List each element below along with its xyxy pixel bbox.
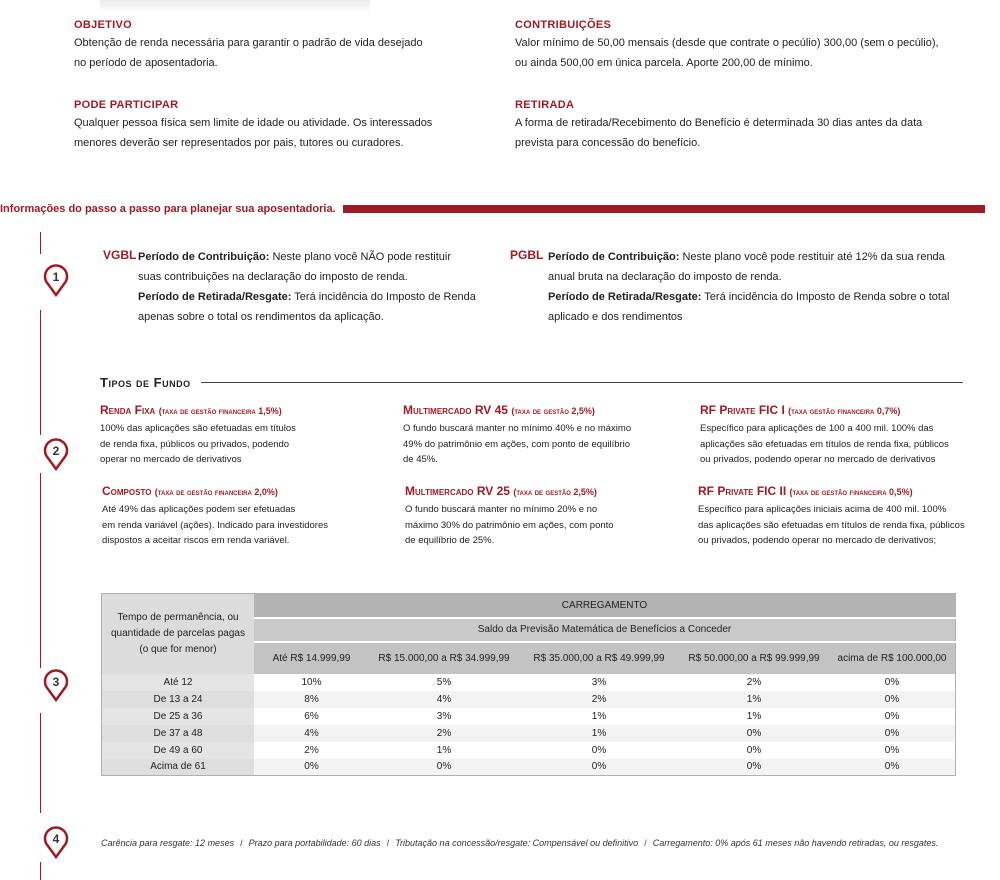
fund-line: máximo 30% do patrimônio em ações, com ponto [405,519,614,531]
column-header: Até R$ 14.999,99 [254,642,369,674]
fund-line: aplicações são efetuadas em títulos de renda fixa, públicos [700,438,949,450]
vgbl-text [138,247,483,327]
pgbl-contrib-label: Período de Contribuição: [548,251,680,263]
row-label: De 49 a 60 [102,742,255,759]
column-header: R$ 15.000,00 a R$ 34.999,99 [369,642,519,674]
table-cell: 1% [746,710,762,722]
timeline-line [40,232,41,254]
objetivo-title: OBJETIVO [74,19,133,31]
vgbl-label: VGBL [103,248,137,262]
footer-separator: / [240,838,243,848]
fund-line: O fundo buscará manter no mínimo 20% e no [405,504,598,515]
fund-line: O fundo buscará manter no mínimo 40% e no máximo [403,423,632,434]
table-row [102,708,956,725]
table-cell: 1% [436,744,452,756]
step-3-marker [42,668,70,702]
row-label: De 37 a 48 [102,725,255,742]
fund-name: Composto [102,484,152,498]
fund-line: ou privados, podendo operar no mercado de derivativos [700,454,936,465]
table-cell: 0% [369,759,519,776]
step-number: 3 [52,675,60,689]
timeline-line [40,713,41,813]
table-row [102,759,956,776]
footer-item: Prazo para portabilidade: 60 dias [248,838,381,848]
step-1-marker [42,263,70,297]
tipos-title: Tipos de Fundo [100,375,191,390]
top-fade-decoration [100,0,370,12]
fund-line: das aplicações são efetuadas em títulos de renda fixa, públicos [698,519,965,531]
footer-separator: / [386,838,390,848]
retirada-title: RETIRADA [515,99,575,111]
banner-bar [343,205,985,213]
objetivo-block [74,19,474,73]
vgbl-retirada-text: Terá incidência do Imposto de Renda [291,291,476,303]
table-cell: 0% [884,676,900,688]
column-header: R$ 35.000,00 a R$ 49.999,99 [519,642,679,674]
map-pin-icon [42,437,70,471]
table-left-header [102,594,255,674]
table-cell: 0% [884,744,900,756]
objetivo-text [74,33,474,73]
vgbl-retirada-text-2: apenas sobre o total os rendimentos da aplicação. [138,311,384,323]
objetivo-line: no período de aposentadoria. [74,57,218,69]
tipos-rule [201,382,963,383]
fund-line: de equilíbrio de 25%. [405,535,495,546]
fund-description [405,502,695,549]
step-number: 4 [52,832,60,846]
contribuicoes-line: Valor mínimo de 50,00 mensais (desde que contrate o pecúlio) 300,00 (sem o pecúlio), [515,37,939,49]
retirada-line: A forma de retirada/Recebimento do Benefício é determinada 30 dias antes da data [515,117,923,129]
table-cell: 2% [746,676,762,688]
retirada-line: prevista para concessão do benefício. [515,137,701,149]
table-cell: 4% [254,725,369,742]
pode-participar-block [74,99,474,153]
footer-notes [101,838,938,848]
carregamento-header: CARREGAMENTO [254,594,956,618]
table-row [102,674,956,691]
fund-line: de 45%. [403,454,438,465]
table-left-header-line: Tempo de permanência, ou [117,611,239,623]
table-cell: 0% [884,710,900,722]
retirada-block [515,99,985,153]
fund-line: Específico para aplicações de 100 a 400 mil. 100% das [700,423,934,434]
table-cell: 0% [591,744,607,756]
table-cell: 4% [369,691,519,708]
fund-fee: (taxa de gestão financeira 1,5%) [158,406,282,416]
fund-fee: (taxa de gestão 2,5%) [511,406,595,416]
fund-fee: (taxa de gestão financeira 2,0%) [154,487,278,497]
pgbl-label: PGBL [510,248,544,262]
map-pin-icon [42,825,70,859]
step-number: 2 [52,444,60,458]
fund-name: Multimercado RV 45 [403,403,508,417]
timeline-line [40,473,41,668]
pode-participar-line: menores deverão ser representados por pais, tutores ou curadores. [74,137,404,149]
pgbl-retirada-text-2: aplicado e dos rendimentos [548,311,683,323]
column-header: R$ 50.000,00 a R$ 99.999,99 [679,642,829,674]
timeline-line [40,862,41,880]
footer-item: Carregamento: 0% após 61 meses não havendo retiradas, ou resgates. [652,838,939,848]
fund-description [698,502,996,549]
table-cell: 2% [369,725,519,742]
fund-description [100,421,390,468]
fund-name: RF Private FIC I [700,403,785,417]
vgbl-retirada-label: Período de Retirada/Resgate: [138,291,292,303]
fund-composto [102,484,392,549]
pode-participar-title: PODE PARTICIPAR [74,99,179,111]
table-cell: 3% [436,710,452,722]
pode-participar-line: Qualquer pessoa física sem limite de idade ou atividade. Os interessados [74,117,433,129]
table-row [102,725,956,742]
map-pin-icon [42,668,70,702]
table-row [102,691,956,708]
pgbl-contrib-text: Neste plano você pode restituir até 12% da sua renda [679,251,945,263]
saldo-header: Saldo da Previsão Matemática de Benefícios a Conceder [254,618,956,642]
vgbl-contrib-text-2: suas contribuições na declaração do imposto de renda. [138,271,408,283]
tipos-heading [100,375,963,390]
map-pin-icon [42,263,70,297]
footer-item: Carência para resgate: 12 meses [101,838,235,848]
pgbl-retirada-text: Terá incidência do Imposto de Renda sobre o total [701,291,950,303]
fund-line: Específico para aplicações iniciais acima de 400 mil. 100% [698,504,947,515]
table-left-header-line: quantidade de parcelas pagas [111,627,245,639]
vgbl-contrib-text: Neste plano você NÃO pode restituir [269,251,451,263]
fund-line: operar no mercado de derivativos [100,454,242,465]
timeline-line [40,310,41,435]
fund-fee: (taxa de gestão 2,5%) [513,487,597,497]
fund-description [102,502,392,549]
contribuicoes-text [515,33,985,73]
fund-description [700,421,995,468]
pode-participar-text [74,113,474,153]
fund-multimercado-rv25 [405,484,695,549]
fund-line: de renda fixa, públicos ou privados, podendo [100,438,290,450]
fund-line: ou privados, podendo operar no mercado de derivativos; [698,535,937,546]
carregamento-table [101,593,956,776]
pgbl-text [548,247,968,327]
fund-fee: (taxa de gestão financeira 0,5%) [789,487,913,497]
fund-name: Multimercado RV 25 [405,484,510,498]
table-cell: 3% [591,676,607,688]
table-cell: 0% [254,759,369,776]
row-label: De 13 a 24 [102,691,255,708]
retirada-text [515,113,985,153]
fund-line: dispostos a aceitar riscos em renda variável. [102,535,290,546]
footer-separator: / [644,838,647,848]
fund-line: Até 49% das aplicações podem ser efetuadas [102,504,296,515]
fund-name: RF Private FIC II [698,484,787,498]
table-cell: 0% [829,725,956,742]
table-cell: 0% [679,725,829,742]
column-header: acima de R$ 100.000,00 [829,642,956,674]
fund-rf-private-fic-ii [698,484,996,549]
footer-item: Tributação na concessão/resgate: Compensável ou definitivo [395,838,639,848]
step-4-marker [42,825,70,859]
pgbl-retirada-label: Período de Retirada/Resgate: [548,291,702,303]
table-cell: 1% [591,710,607,722]
contribuicoes-block [515,19,985,73]
table-cell: 5% [436,676,452,688]
table-cell: 1% [519,725,679,742]
vgbl-contrib-label: Período de Contribuição: [138,251,270,263]
table-cell: 0% [679,759,829,776]
table-cell: 2% [304,744,319,756]
row-label: Acima de 61 [102,759,255,776]
row-label: De 25 a 36 [102,708,255,725]
table-cell: 8% [254,691,369,708]
table-left-header-line: (o que for menor) [139,643,217,655]
table-cell: 0% [829,691,956,708]
table-cell: 0% [746,744,762,756]
step-2-marker [42,437,70,471]
objetivo-line: Obtenção de renda necessária para garantir o padrão de vida desejado [74,37,423,49]
fund-description [403,421,693,468]
table-cell: 10% [301,676,322,688]
fund-name: Renda Fixa [100,403,156,417]
step-number: 1 [52,270,60,284]
row-label: Até 12 [102,674,255,691]
contribuicoes-title: CONTRIBUIÇÕES [515,19,612,31]
pgbl-contrib-text-2: anual bruta na declaração do imposto de renda. [548,271,782,283]
table-row [102,742,956,759]
table-cell: 6% [304,710,319,722]
table-cell: 2% [519,691,679,708]
table-cell: 0% [829,759,956,776]
fund-renda-fixa [100,403,390,468]
steps-banner [0,203,985,215]
table-cell: 1% [679,691,829,708]
steps-banner-text: Informações do passo a passo para planejar sua aposentadoria. [0,203,336,215]
fund-rf-private-fic-i [700,403,995,468]
fund-multimercado-rv45 [403,403,693,468]
fund-line: em renda variável (ações). Indicado para investidores [102,519,329,531]
table-cell: 0% [519,759,679,776]
fund-line: 100% das aplicações são efetuadas em títulos [100,423,296,434]
contribuicoes-line: ou ainda 500,00 em única parcela. Aporte 200,00 de mínimo. [515,57,813,69]
fund-line: 49% do patrimônio em ações, com ponto de equilíbrio [403,438,631,450]
fund-fee: (taxa gestão financeira 0,7%) [788,406,901,416]
